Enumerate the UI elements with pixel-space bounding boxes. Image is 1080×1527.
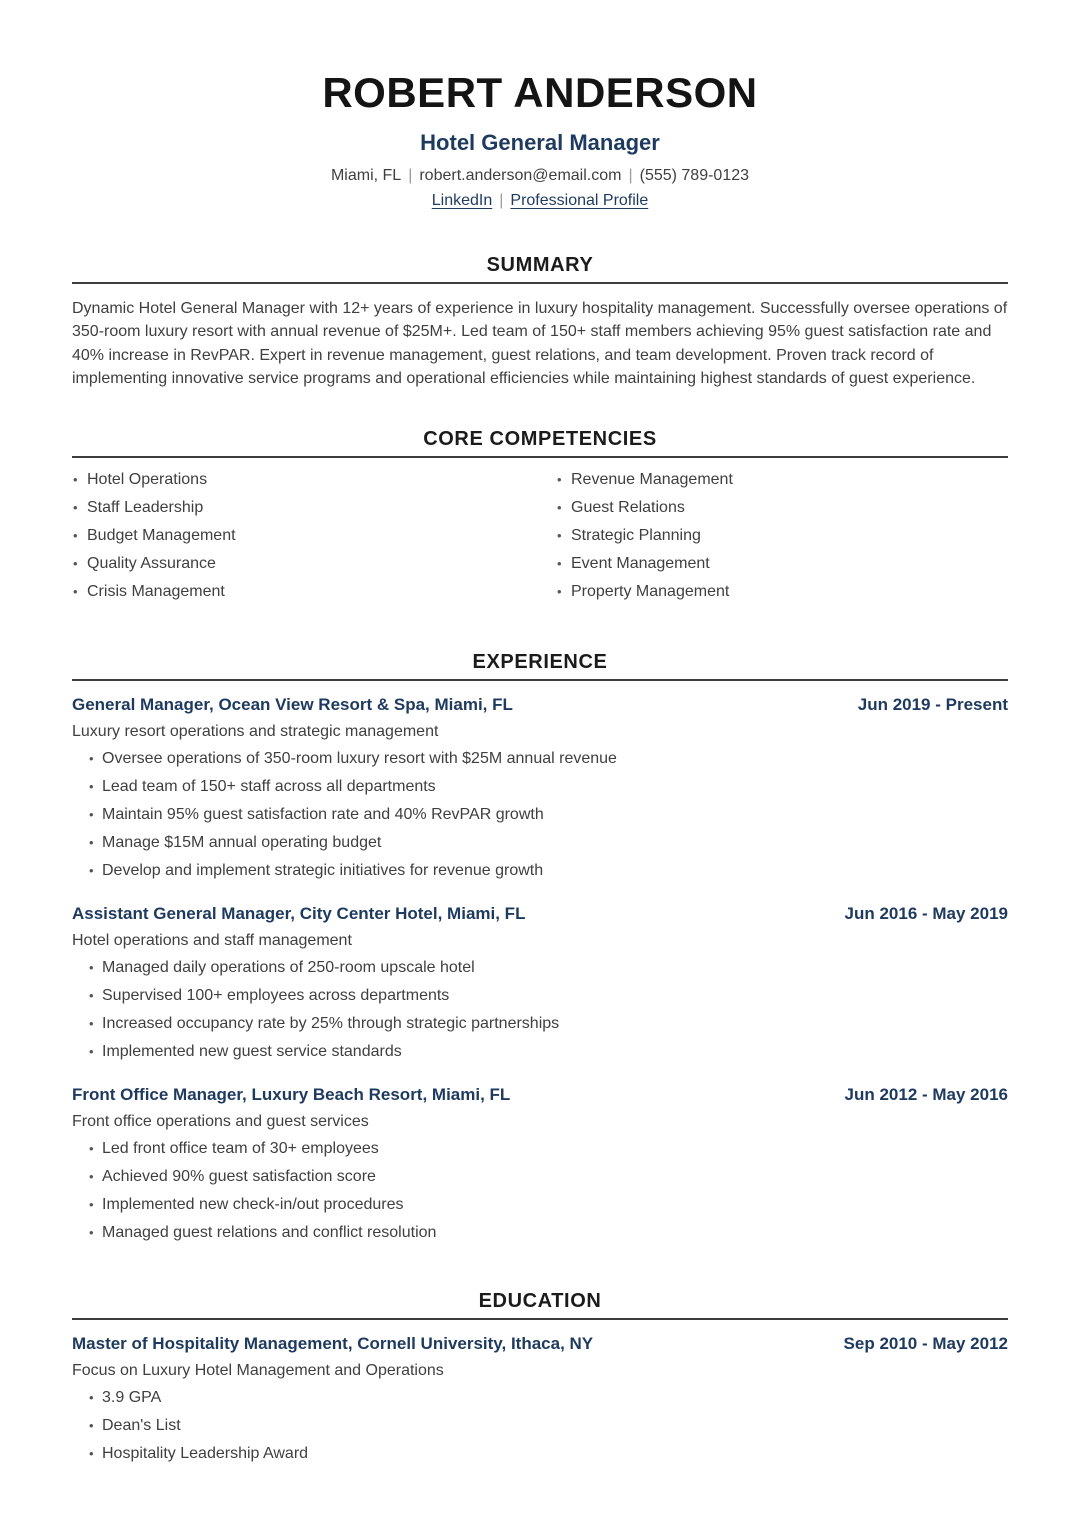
competencies-left-column — [73, 471, 524, 611]
professional-profile-link[interactable]: Professional Profile — [510, 192, 649, 210]
job-title: Assistant General Manager, City Center Hotel, Miami, FL — [72, 904, 526, 923]
section-divider — [72, 456, 1008, 458]
competencies-heading: CORE COMPETENCIES — [423, 428, 657, 450]
competencies-section — [72, 428, 1008, 611]
section-divider — [72, 282, 1008, 284]
job-bullet: • Achieved 90% guest satisfaction score — [89, 1168, 1008, 1186]
education-entry — [72, 1334, 1008, 1463]
experience-heading: EXPERIENCE — [472, 651, 608, 673]
job-entry — [72, 1085, 1008, 1242]
job-bullet: • Led front office team of 30+ employees — [89, 1140, 1008, 1158]
job-bullet: • Managed daily operations of 250-room upscale hotel — [89, 959, 1008, 977]
competency-item: • Hotel Operations — [73, 471, 524, 489]
education-heading: EDUCATION — [478, 1290, 602, 1312]
job-dates: Jun 2012 - May 2016 — [844, 1085, 1008, 1104]
job-bullet-list — [89, 1140, 1008, 1242]
separator-pipe: | — [408, 167, 413, 185]
competency-item: • Staff Leadership — [73, 499, 524, 517]
education-bullet-list — [89, 1389, 1008, 1463]
job-bullet: • Maintain 95% guest satisfaction rate and 40% RevPAR growth — [89, 806, 1008, 824]
contact-email: robert.anderson@email.com — [419, 167, 622, 185]
summary-section — [72, 254, 1008, 390]
competency-item: • Guest Relations — [557, 499, 1008, 517]
contact-line — [72, 166, 1008, 185]
job-bullet: • Oversee operations of 350-room luxury resort with $25M annual revenue — [89, 750, 1008, 768]
job-title: Front Office Manager, Luxury Beach Resort, Miami, FL — [72, 1085, 511, 1104]
links-line — [72, 191, 1008, 210]
job-bullet-list — [89, 750, 1008, 880]
job-dates: Jun 2016 - May 2019 — [844, 904, 1008, 923]
job-bullet: • Manage $15M annual operating budget — [89, 834, 1008, 852]
job-bullet: • Managed guest relations and conflict resolution — [89, 1224, 1008, 1242]
job-dates: Jun 2019 - Present — [857, 695, 1008, 714]
summary-paragraph: Dynamic Hotel General Manager with 12+ years of experience in luxury hospitality management. Successfully oversee operations of 350-room luxury resort with annual revenue of $25M+. Led team of 150+ staff members achieving 95% guest satisfaction rate and 40% increase in RevPAR. Expert in revenue management, guest relations, and team development. Proven track record of implementing innovative service programs and operational efficiencies while maintaining highest standards of guest experience. — [72, 300, 1008, 387]
education-degree: Master of Hospitality Management, Cornell University, Ithaca, NY — [72, 1334, 594, 1353]
section-divider — [72, 679, 1008, 681]
competency-item: • Event Management — [557, 555, 1008, 573]
job-entry — [72, 904, 1008, 1061]
candidate-name: ROBERT ANDERSON — [322, 69, 758, 116]
experience-section — [72, 651, 1008, 1242]
job-bullet-list — [89, 959, 1008, 1061]
education-header-row — [72, 1334, 1008, 1353]
separator-pipe: | — [499, 192, 504, 210]
job-bullet: • Supervised 100+ employees across departments — [89, 987, 1008, 1005]
section-divider — [72, 1318, 1008, 1320]
competencies-grid — [72, 471, 1008, 611]
contact-phone: (555) 789-0123 — [639, 167, 750, 185]
job-bullet: • Implemented new check-in/out procedures — [89, 1196, 1008, 1214]
summary-heading: SUMMARY — [486, 254, 594, 277]
job-header-row — [72, 695, 1008, 714]
job-bullet: • Develop and implement strategic initiatives for revenue growth — [89, 862, 1008, 880]
linkedin-link[interactable]: LinkedIn — [431, 192, 493, 210]
education-bullet: • Hospitality Leadership Award — [89, 1445, 1008, 1463]
job-header-row — [72, 904, 1008, 923]
job-header-row — [72, 1085, 1008, 1104]
job-bullet: • Lead team of 150+ staff across all departments — [89, 778, 1008, 796]
job-title: General Manager, Ocean View Resort & Spa, Miami, FL — [72, 695, 513, 714]
job-subtitle: Luxury resort operations and strategic management — [72, 723, 439, 740]
job-entry — [72, 695, 1008, 880]
competency-item: • Property Management — [557, 583, 1008, 601]
candidate-job-title: Hotel General Manager — [420, 130, 660, 156]
competency-item: • Quality Assurance — [73, 555, 524, 573]
competency-item: • Budget Management — [73, 527, 524, 545]
contact-location: Miami, FL — [330, 167, 402, 185]
separator-pipe: | — [628, 167, 633, 185]
competency-item: • Revenue Management — [557, 471, 1008, 489]
job-subtitle: Hotel operations and staff management — [72, 932, 352, 949]
competency-item: • Crisis Management — [73, 583, 524, 601]
resume-header — [72, 70, 1008, 210]
education-bullet: • Dean's List — [89, 1417, 1008, 1435]
job-bullet: • Increased occupancy rate by 25% through strategic partnerships — [89, 1015, 1008, 1033]
education-subtitle: Focus on Luxury Hotel Management and Operations — [72, 1362, 444, 1379]
education-dates: Sep 2010 - May 2012 — [843, 1334, 1008, 1353]
education-bullet: • 3.9 GPA — [89, 1389, 1008, 1407]
competency-item: • Strategic Planning — [557, 527, 1008, 545]
job-subtitle: Front office operations and guest services — [72, 1113, 369, 1130]
job-bullet: • Implemented new guest service standards — [89, 1043, 1008, 1061]
education-section — [72, 1290, 1008, 1463]
competencies-right-column — [557, 471, 1008, 611]
